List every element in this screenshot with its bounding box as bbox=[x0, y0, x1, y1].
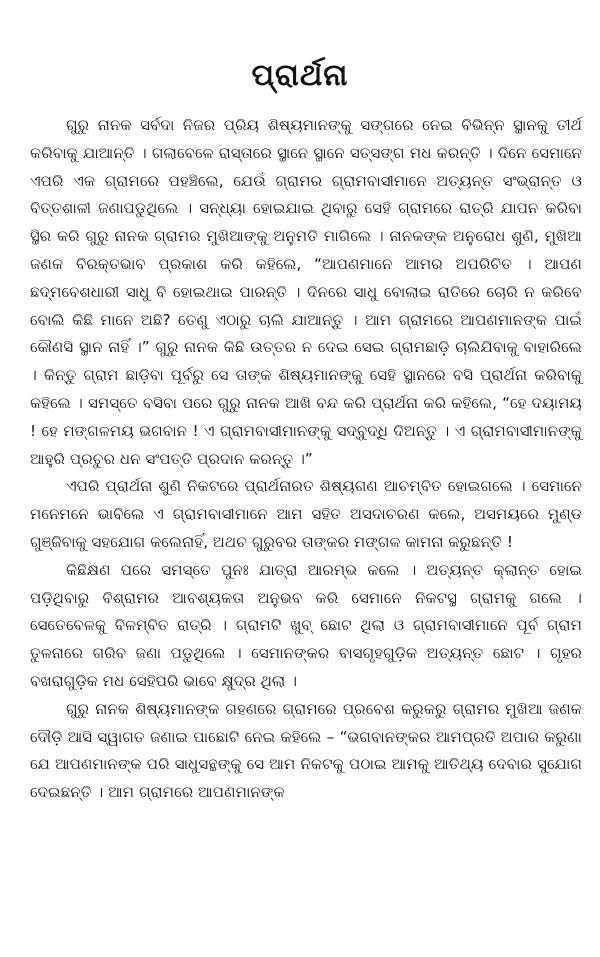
paragraph-1: ଗୁରୁ ନାନକ ସର୍ବଦା ନିଜର ପ୍ରିୟ ଶିଷ୍ୟମାନଙ୍କୁ ସଙ୍ଗରେ ନେଇ ବିଭିନ୍ନ ସ୍ଥାନକୁ ତୀର୍ଥ କରିବାକୁ ଯାଆନ୍ତି । ଗଲାବେଳେ ରାସ୍ତାରେ ସ୍ଥାନେ ସ୍ଥାନେ ସତ୍ସଙ୍ଗ ମଧ କରନ୍ତି । ଦିନେ ସେମାନେ ଏପରି ଏକ ଗ୍ରାମରେ ପହଞ୍ଚିଲେ, ଯେଉଁ ଗ୍ରାମର ଗ୍ରାମବାସୀମାନେ ଅତ୍ୟନ୍ତ ସଂଭ୍ରାନ୍ତ ଓ ବିତ୍ତଶାଳୀ ଜଣାପଡୁଥିଲେ । ସନ୍ଧ୍ୟା ହୋଇଯାଇ ଥିବାରୁ ସେହି ଗ୍ରାମରେ ରାତ୍ରି ଯାପନ କରିବା ସ୍ଥିର କରି ଗୁରୁ ନାନକ ଗ୍ରାମର ମୁଖିଆଙ୍କୁ ଅନୁମତି ମାଗିଲେ । ନାନକଙ୍କ ଅନୁରୋଧ ଶୁଣି, ମୁଖିଆ ଜଣକ ବିରକ୍ତଭାବ ପ୍ରକାଶ କରି କହିଲେ, “ଆପଣମାନେ ଆମର ଅପରିଚିତ । ଆପଣ ଛଦ୍ମବେଶଧାରୀ ସାଧୁ ବି ହୋଇଥାଇ ପାରନ୍ତି । ଦିନରେ ସାଧୁ ବୋଲାଇ ରାତିରେ ଚୋରି ନ କରିବେ ବୋଲି କିଛି ମାନେ ଅଛି? ତେଣୁ ଏଠାରୁ ଚାଲି ଯାଆନ୍ତୁ । ଆମ ଗ୍ରାମରେ ଆପଣମାନଙ୍କ ପାଇଁ କୌଣସି ସ୍ଥାନ ନାହିଁ ।” ଗୁରୁ ନାନକ କିଛି ଉତ୍ତର ନ ଦେଇ ସେଇ ଗ୍ରାମଛାଡ଼ି ଚାଲିଯିବାକୁ ବାହାରିଲେ । କିନ୍ତୁ ଗ୍ରାମ ଛାଡ଼ିବା ପୂର୍ବରୁ ସେ ତାଙ୍କ ଶିଷ୍ୟମାନଙ୍କୁ ସେହି ସ୍ଥାନରେ ବସି ପ୍ରାର୍ଥନା କରିବାକୁ କହିଲେ । ସମସ୍ତେ ବସିବା ପରେ ଗୁରୁ ନାନକ ଆଖି ବନ୍ଦ କରି ପ୍ରାର୍ଥନା କରି କହିଲେ, “ହେ ଦୟାମୟ ! ହେ ମଙ୍ଗଳମୟ ଭଗବାନ ! ଏ ଗ୍ରାମବାସୀମାନଙ୍କୁ ସଦ୍‌ବୁଦ୍ଧି ଦିଅନ୍ତୁ । ଏ ଗ୍ରାମବାସୀମାନଙ୍କୁ ଆହୁରି ପ୍ରଚୁର ଧନ ସଂପତ୍ତି ପ୍ରଦାନ କରନ୍ତୁ ।” bbox=[30, 116, 583, 468]
story-body bbox=[30, 112, 582, 807]
paragraph-3: କିଛିକ୍ଷଣ ପରେ ସମସ୍ତେ ପୁନଃ ଯାତ୍ରା ଆରମ୍ଭ କଲେ । ଅତ୍ୟନ୍ତ କ୍ଲାନ୍ତ ହୋଇ ପଡ଼ିଥିବାରୁ ବିଶ୍ରାମର ଆବଶ୍ୟକତା ଅନୁଭବ କରି ସେମାନେ ନିକଟସ୍ଥ ଗ୍ରାମକୁ ଗଲେ । ସେତେବେଳକୁ ବିଳମ୍ବିତ ରାତ୍ରି । ଗ୍ରାମଟି ଖୁବ୍ ଛୋଟ ଥିଲା ଓ ଗ୍ରାମବାସୀମାନେ ପୂର୍ବ ଗ୍ରାମ ତୁଳନାରେ ଗରିବ ଜଣା ପଡୁଥିଲେ । ସେମାନଙ୍କର ବାସଗୃହଗୁଡ଼ିକ ଅତ୍ୟନ୍ତ ଛୋଟ । ଗୃହର ବଖରାଗୁଡ଼ିକ ମଧ ସେହିପରି ଭାବେ କ୍ଷୁଦ୍ର ଥିଲା । bbox=[30, 560, 582, 690]
page-title: ପ୍ରାର୍ଥନା bbox=[251, 58, 349, 93]
paragraph-4: ଗୁରୁ ନାନକ ଶିଷ୍ୟମାନଙ୍କ ଗହଣରେ ଗ୍ରାମରେ ପ୍ରବେଶ କରୁକରୁ ଗ୍ରାମର ମୁଖିଆ ଜଣକ ଦୌଡ଼ି ଆସି ସ୍ୱାଗତ ଜଣାଇ ପାଛୋଟି ନେଇ କହିଲେ – “ଭଗବାନଙ୍କର ଆମପ୍ରତି ଅପାର କରୁଣା ଯେ ଆପଣମାନଙ୍କ ପରି ସାଧୁସନ୍ଥଙ୍କୁ ସେ ଆମ ନିକଟକୁ ପଠାଇ ଆମକୁ ଆତିଥ୍ୟ ଦେବାର ସୁଯୋଗ ଦେଇଛନ୍ତି । ଆମ ଗ୍ରାମରେ ଆପଣମାନଙ୍କ bbox=[30, 699, 582, 802]
paragraph-2: ଏପରି ପ୍ରାର୍ଥନା ଶୁଣି ନିକଟରେ ପ୍ରାର୍ଥନାରତ ଶିଷ୍ୟଗଣ ଆଚମ୍ବିତ ହୋଇଗଲେ । ସେମାନେ ମନେମନେ ଭାବିଲେ ଏ ଗ୍ରାମବାସୀମାନେ ଆମ ସହିତ ଅସଦାଚରଣ କଲେ, ଅସମୟରେ ମୁଣ୍ଡ ଗୁଞ୍ଜିବାକୁ ସହଯୋଗ କଲେନାହିଁ, ଅଥଚ ଗୁରୁବର ତାଙ୍କର ମଙ୍ଗଳ କାମନା କରୁଛନ୍ତି ! bbox=[30, 477, 582, 551]
